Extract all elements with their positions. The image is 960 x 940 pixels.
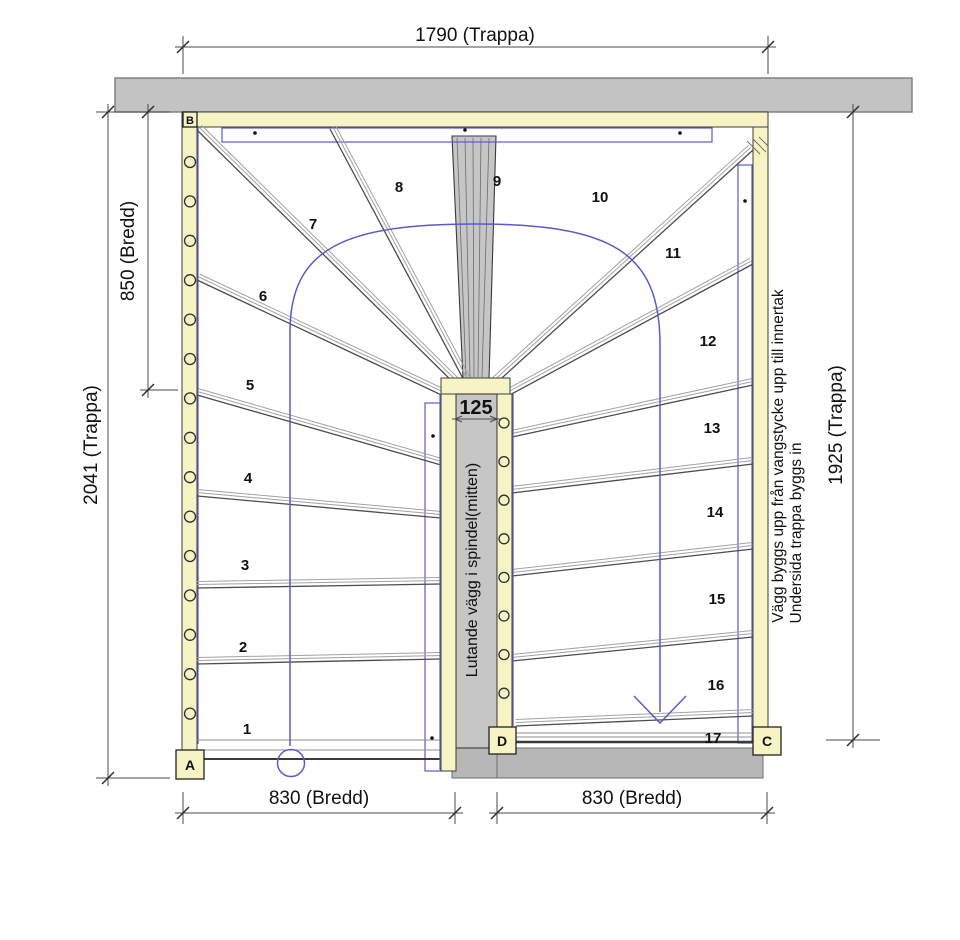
step-edge (493, 150, 753, 386)
dim-top: 1790 (Trappa) (415, 25, 535, 46)
step-edge (200, 274, 453, 393)
step-edge (512, 461, 753, 490)
dim-bottom-left: 830 (Bredd) (268, 788, 370, 809)
step-number-11: 11 (665, 245, 681, 262)
dim-left-width: 850 (Bredd) (118, 200, 139, 302)
spindle-note: Lutande vägg i spindel(mitten) (464, 462, 481, 678)
step-edge (197, 584, 441, 588)
step-number-7: 7 (308, 216, 318, 233)
step-edge (512, 549, 753, 576)
right-guide-strip (738, 165, 752, 743)
step-number-13: 13 (703, 420, 721, 437)
step-number-15: 15 (708, 591, 726, 608)
step-edge (198, 277, 451, 396)
step-edge (512, 634, 753, 658)
step-number-1: 1 (242, 721, 252, 738)
spindle-left-stringer (441, 394, 456, 771)
spindle-right-stringer (497, 394, 512, 727)
step-edge (330, 129, 467, 386)
step-edge (512, 637, 753, 661)
step-edge (503, 258, 750, 391)
step-number-14: 14 (706, 504, 724, 521)
step-edge (504, 261, 751, 394)
step-edge (199, 128, 464, 389)
left-guide-strip (425, 403, 441, 771)
step-edge (512, 546, 753, 573)
dim-bottom-right: 830 (Bredd) (581, 788, 683, 809)
step-edge (197, 130, 462, 391)
step-edge (333, 127, 470, 384)
corner-label-b: B (186, 115, 194, 127)
step-number-17: 17 (704, 730, 722, 747)
dim-left-total: 2041 (Trappa) (81, 385, 102, 505)
reference-dot (253, 131, 257, 135)
step-edge (506, 264, 753, 397)
step-number-2: 2 (238, 639, 248, 656)
wall-note-line2: Undersida trappa byggs in (788, 442, 805, 624)
reference-dot (743, 199, 747, 203)
step-number-8: 8 (394, 179, 404, 196)
step-number-4: 4 (243, 470, 253, 487)
step-edge (197, 493, 441, 515)
corner-label-a: A (184, 757, 196, 773)
step-number-6: 6 (258, 288, 268, 305)
spindle-cap (441, 378, 510, 394)
step-number-9: 9 (492, 173, 502, 190)
step-number-5: 5 (245, 377, 255, 394)
step-number-16: 16 (707, 677, 725, 694)
reference-dot (678, 131, 682, 135)
top-stringer (183, 112, 768, 127)
dim-right-total: 1925 (Trappa) (826, 365, 847, 485)
step-edge (197, 280, 450, 399)
step-edge (202, 125, 467, 386)
step-edge (511, 543, 752, 570)
reference-dot (430, 736, 434, 740)
winder-step9-wall (452, 136, 496, 379)
corner-label-c: C (761, 733, 773, 749)
wall-note-line1: Vägg byggs upp från vangstycke upp till innertak (770, 289, 787, 623)
step-edge (197, 395, 441, 465)
step-number-10: 10 (591, 189, 609, 206)
step-edge (199, 389, 443, 459)
step-edge (197, 496, 441, 518)
step-number-12: 12 (699, 333, 717, 350)
step-edge (198, 490, 442, 512)
step-edge (511, 458, 752, 487)
step-edge (198, 392, 442, 462)
step-edge (511, 631, 752, 655)
step-edge (512, 464, 753, 493)
right-stringer (753, 127, 768, 743)
reference-dot (431, 434, 435, 438)
step-number-3: 3 (240, 557, 250, 574)
step-edge (336, 126, 473, 383)
walk-line-start-circle (278, 750, 305, 777)
reference-dot (463, 128, 467, 132)
top-wall (115, 78, 912, 112)
dim-spindle-width: 125 (459, 397, 493, 419)
corner-label-d: D (496, 733, 508, 749)
